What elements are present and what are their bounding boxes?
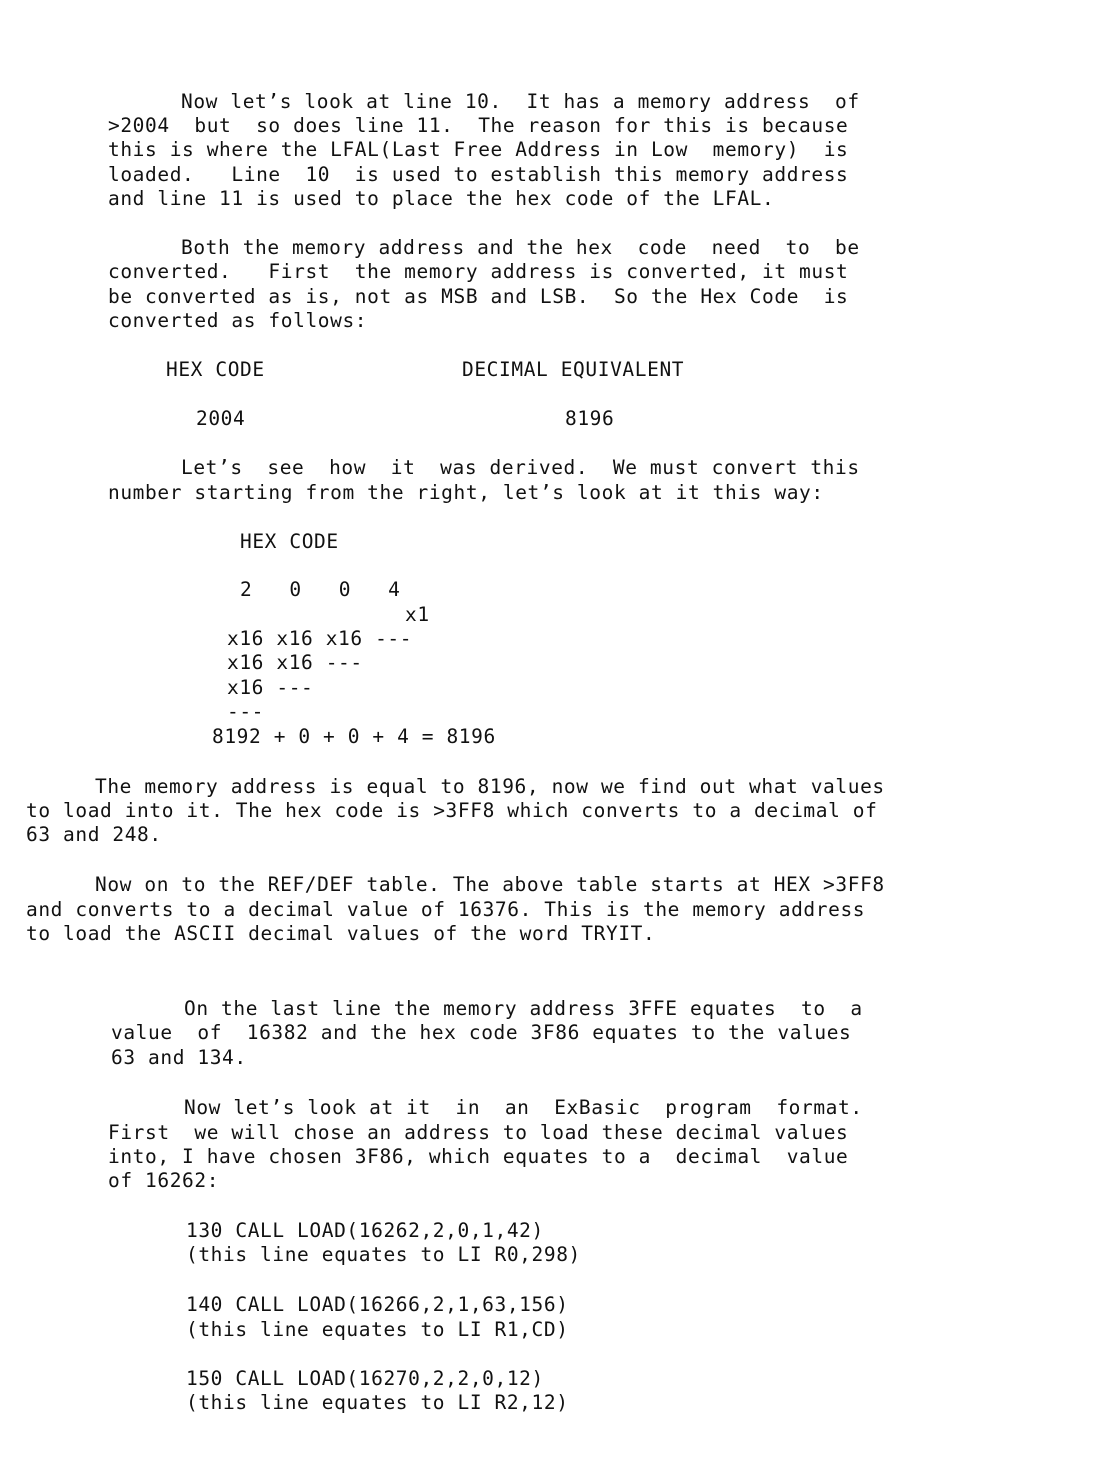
text-line: of 16262: — [108, 1169, 220, 1192]
text-line: value of 16382 and the hex code 3F86 equates to the values — [111, 1021, 852, 1044]
text-line: First we will chose an address to load these decimal values — [108, 1121, 849, 1144]
code-call-line: 150 CALL LOAD(16270,2,2,0,12) — [186, 1367, 544, 1390]
table-header-decimal: DECIMAL EQUIVALENT — [462, 358, 685, 381]
text-line: The memory address is equal to 8196, now we find out what values — [95, 775, 885, 798]
table-header-hex: HEX CODE — [166, 358, 265, 381]
text-line: Let’s see how it was derived. We must convert this — [181, 456, 860, 479]
worked-row-4: --- — [227, 700, 265, 723]
text-line: to load the ASCII decimal values of the word TRYIT. — [26, 922, 656, 945]
text-line: 63 and 248. — [26, 823, 162, 846]
table-value-decimal: 8196 — [565, 407, 615, 430]
worked-header: HEX CODE — [240, 530, 339, 553]
worked-digits: 2 0 0 4 — [240, 578, 401, 601]
text-line: and line 11 is used to place the hex code of the LFAL. — [108, 187, 775, 210]
text-line: be converted as is, not as MSB and LSB. So the Hex Code is — [108, 285, 849, 308]
text-line: this is where the LFAL(Last Free Address in Low memory) is — [108, 138, 849, 161]
worked-row-1: x16 x16 x16 --- — [227, 627, 413, 650]
text-line: >2004 but so does line 11. The reason for this is because — [108, 114, 849, 137]
worked-row-2: x16 x16 --- — [227, 651, 363, 674]
text-line: into, I have chosen 3F86, which equates to a decimal value — [108, 1145, 849, 1168]
text-line: Now let’s look at line 10. It has a memory address of — [181, 90, 860, 113]
text-line: Both the memory address and the hex code need to be — [181, 236, 860, 259]
text-line: converted. First the memory address is converted, it must — [108, 260, 849, 283]
text-line: to load into it. The hex code is >3FF8 which converts to a decimal of — [26, 799, 878, 822]
text-line: Now on to the REF/DEF table. The above table starts at HEX >3FF8 — [95, 873, 885, 896]
table-value-hex: 2004 — [196, 407, 246, 430]
text-line: Now let’s look at it in an ExBasic program format. — [184, 1096, 863, 1119]
text-line: On the last line the memory address 3FFE equates to a — [184, 997, 863, 1020]
worked-sum: 8192 + 0 + 0 + 4 = 8196 — [212, 725, 496, 748]
code-note-line: (this line equates to LI R2,12) — [186, 1391, 569, 1414]
text-line: number starting from the right, let’s look at it this way: — [108, 481, 824, 504]
text-line: converted as follows: — [108, 309, 368, 332]
code-note-line: (this line equates to LI R1,CD) — [186, 1318, 569, 1341]
text-line: loaded. Line 10 is used to establish this memory address — [108, 163, 849, 186]
code-call-line: 130 CALL LOAD(16262,2,0,1,42) — [186, 1219, 544, 1242]
code-call-line: 140 CALL LOAD(16266,2,1,63,156) — [186, 1293, 569, 1316]
text-line: and converts to a decimal value of 16376. This is the memory address — [26, 898, 866, 921]
worked-multiplier-x1: x1 — [405, 603, 430, 626]
text-line: 63 and 134. — [111, 1046, 247, 1069]
code-note-line: (this line equates to LI R0,298) — [186, 1243, 581, 1266]
worked-row-3: x16 --- — [227, 676, 314, 699]
